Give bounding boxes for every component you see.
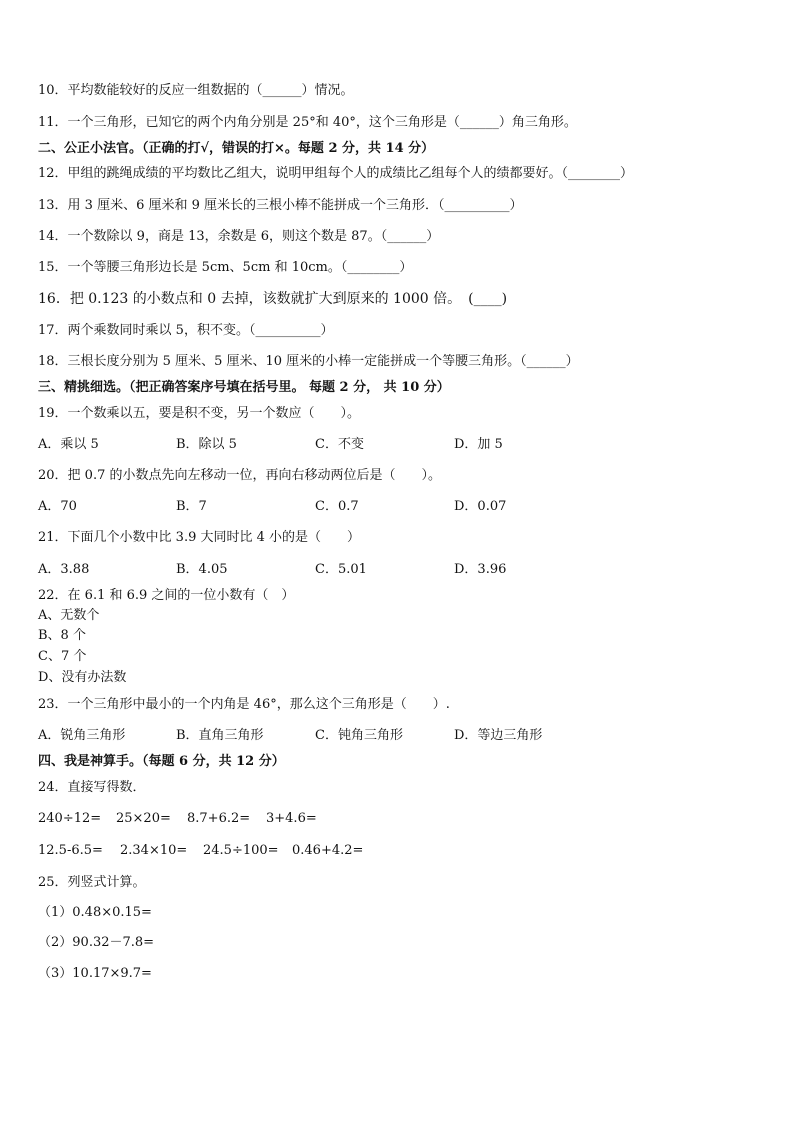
q23-option-d: D．等边三角形 [454,728,543,743]
question-15: 15．一个等腰三角形边长是 5cm、5cm 和 10cm。（________） [38,260,413,275]
question-11: 11．一个三角形，已知它的两个内角分别是 25°和 40°，这个三角形是（______）角三角形。 [38,115,577,130]
question-20: 20．把 0.7 的小数点先向左移动一位，再向右移动两位后是（ ）。 [38,468,441,483]
question-13: 13．用 3 厘米、6 厘米和 9 厘米长的三根小棒不能拼成一个三角形．（__________） [38,198,523,213]
question-17: 17．两个乘数同时乘以 5，积不变。（__________） [38,323,334,338]
q24-item-8: 0.46+4.2= [292,843,364,858]
q23-option-c: C．钝角三角形 [315,728,403,743]
q19-option-c: C．不变 [315,437,364,452]
q19-option-a: A．乘以 5 [38,437,99,452]
q21-option-c: C．5.01 [315,562,367,577]
question-10: 10．平均数能较好的反应一组数据的（______）情况。 [38,83,354,98]
q22-option-d: D、没有办法数 [38,670,127,685]
q22-option-a: A、无数个 [38,608,100,623]
q24-item-5: 12.5-6.5= [38,843,103,858]
q23-option-b: B．直角三角形 [176,728,264,743]
section-2-heading: 二、公正小法官。（正确的打√，错误的打×。每题 2 分，共 14 分） [38,141,435,156]
q25-part-3: （3）10.17×9.7= [38,966,152,981]
q20-option-c: C．0.7 [315,499,359,514]
question-25: 25．列竖式计算。 [38,875,146,890]
q24-item-6: 2.34×10= [120,843,188,858]
q20-option-a: A．70 [38,499,77,514]
q24-item-2: 25×20= [116,811,171,826]
question-14: 14．一个数除以 9，商是 13，余数是 6，则这个数是 87。（______） [38,229,440,244]
question-18: 18．三根长度分别为 5 厘米、5 厘米、10 厘米的小棒一定能拼成一个等腰三角形。（______） [38,354,579,369]
q24-item-7: 24.5÷100= [203,843,279,858]
q21-option-b: B．4.05 [176,562,228,577]
q21-option-a: A．3.88 [38,562,90,577]
section-3-heading: 三、精挑细选。（把正确答案序号填在括号里。 每题 2 分， 共 10 分） [38,380,450,395]
q21-option-d: D．3.96 [454,562,507,577]
q20-option-b: B．7 [176,499,207,514]
q25-part-1: （1）0.48×0.15= [38,905,152,920]
q24-item-1: 240÷12= [38,811,102,826]
q19-option-b: B．除以 5 [176,437,237,452]
q24-item-4: 3+4.6= [266,811,317,826]
question-12: 12．甲组的跳绳成绩的平均数比乙组大，说明甲组每个人的成绩比乙组每个人的绩都要好。（________） [38,166,634,181]
q22-option-b: B、8 个 [38,628,86,643]
question-19: 19．一个数乘以五，要是积不变，另一个数应（ ）。 [38,406,361,421]
q20-option-d: D．0.07 [454,499,507,514]
section-4-heading: 四、我是神算手。（每题 6 分，共 12 分） [38,754,285,769]
q19-option-d: D．加 5 [454,437,503,452]
question-16: 16．把 0.123 的小数点和 0 去掉，该数就扩大到原来的 1000 倍。 (____) [38,291,508,307]
question-21: 21．下面几个小数中比 3.9 大同时比 4 小的是（ ） [38,530,361,545]
q25-part-2: （2）90.32－7.8= [38,935,155,950]
question-24: 24．直接写得数． [38,780,146,795]
question-22: 22．在 6.1 和 6.9 之间的一位小数有（ ） [38,588,295,603]
question-23: 23．一个三角形中最小的一个内角是 46°，那么这个三角形是（ ）. [38,697,450,712]
q23-option-a: A．锐角三角形 [38,728,126,743]
q24-item-3: 8.7+6.2= [187,811,251,826]
q22-option-c: C、7 个 [38,649,87,664]
